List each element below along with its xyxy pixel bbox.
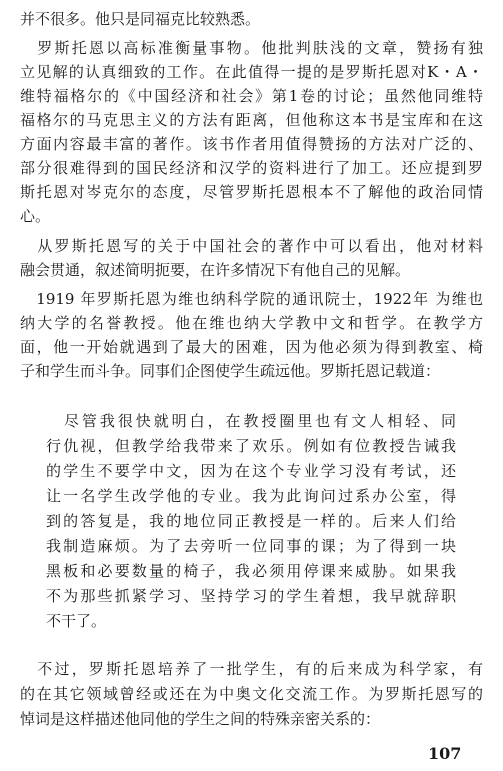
quote-line: 尽管我很快就明白，在教授圈里也有文人相轻、同 <box>46 412 456 430</box>
body-line: 纳大学的名誉教授。他在维也纳大学教中文和哲学。在教学方 <box>20 314 483 332</box>
body-line: 子和学生而斗争。同事们企图使学生疏远他。罗斯托恩记载道： <box>20 362 441 380</box>
body-line: 福格尔的马克思主义的方法有距离，但他称这本书是宝库和在这 <box>20 111 483 129</box>
body-line: 罗斯托恩以高标准衡量事物。他批判肤浅的文章，赞扬有独 <box>20 39 483 57</box>
body-line: 并不很多。他只是同福克比较熟悉。 <box>20 10 261 28</box>
body-line: 从罗斯托恩写的关于中国社会的著作中可以看出，他对材料 <box>20 237 483 255</box>
body-line: 斯托恩对岑克尔的态度，尽管罗斯托恩根本不了解他的政治同情 <box>20 183 483 201</box>
body-line: 维特福格尔的《中国经济和社会》第1卷的讨论；虽然他同维特 <box>20 87 483 105</box>
quote-line: 的学生不要学中文，因为在这个专业学习没有考试，还 <box>46 462 456 480</box>
body-line: 面，他一开始就遇到了最大的困难，因为他必须为得到教室、椅 <box>20 338 483 356</box>
body-line: 的在其它领域曾经或还在为中奥文化交流工作。为罗斯托恩写的 <box>20 685 483 703</box>
body-line: 部分很难得到的国民经济和汉学的资料进行了加工。还应提到罗 <box>20 159 483 177</box>
body-line: 立见解的认真细致的工作。在此值得一提的是罗斯托恩对K・A・ <box>20 63 483 81</box>
quote-line: 让一名学生改学他的专业。我为此询问过系办公室，得 <box>46 487 456 505</box>
quote-line: 行仇视，但教学给我带来了欢乐。例如有位教授告诫我 <box>46 437 456 455</box>
body-line: 悼词是这样描述他同他的学生之间的特殊亲密关系的： <box>20 710 381 728</box>
body-line: 方面内容最丰富的著作。该书作者用值得赞扬的方法对广泛的、 <box>20 135 483 153</box>
quote-line: 黑板和必要数量的椅子，我必须用停课来威胁。如果我 <box>46 562 456 580</box>
body-line: 1919 年罗斯托恩为维也纳科学院的通讯院士，1922年 为维也 <box>20 290 483 308</box>
body-line: 融会贯通，叙述简明扼要，在许多情况下有他自己的见解。 <box>20 261 411 279</box>
quote-line: 我制造麻烦。为了去旁听一位同事的课；为了得到一块 <box>46 537 456 555</box>
page-number: 107 <box>428 744 462 763</box>
quote-line: 到的答复是，我的地位同正教授是一样的。后来人们给 <box>46 512 456 530</box>
body-line: 不过，罗斯托恩培养了一批学生，有的后来成为科学家，有 <box>20 660 483 678</box>
body-line: 心。 <box>20 207 51 225</box>
quote-line: 不为那些抓紧学习、坚持学习的学生着想，我早就辞职 <box>46 587 456 605</box>
quote-line: 不干了。 <box>46 612 107 630</box>
